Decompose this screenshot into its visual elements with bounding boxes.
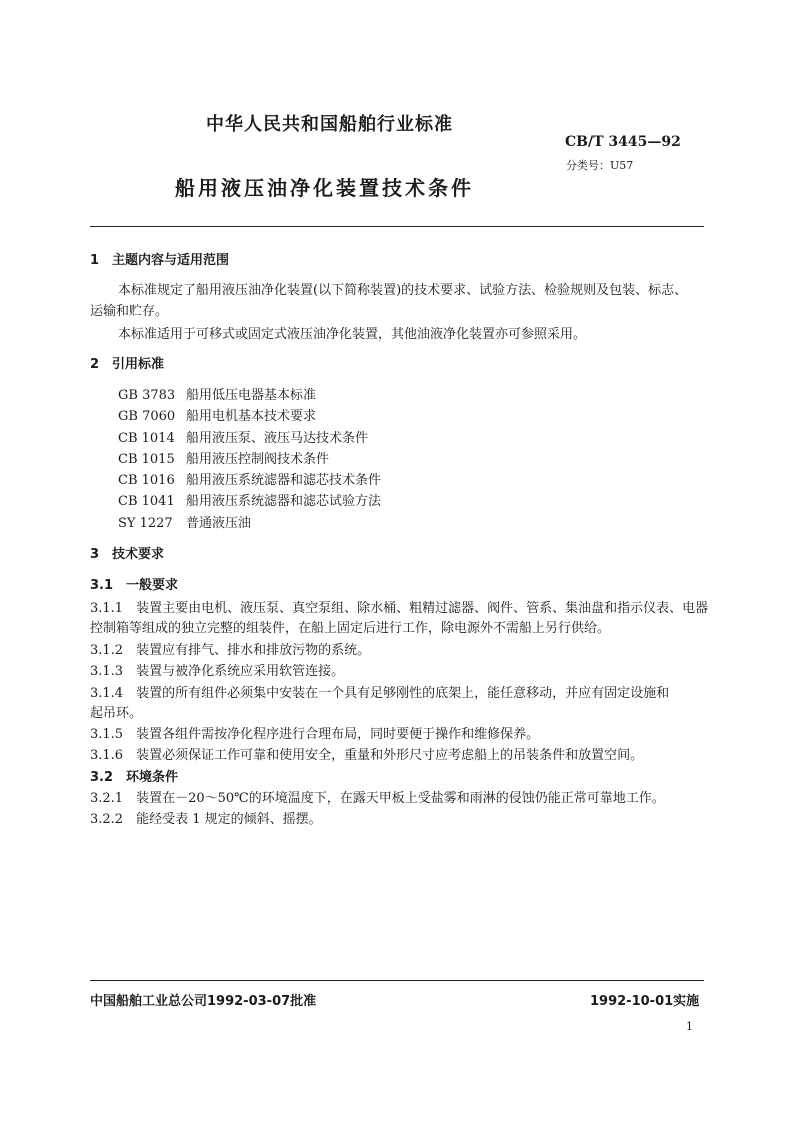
reference-code: CB 1041 <box>118 494 175 509</box>
reference-title: 普通液压油 <box>186 516 252 531</box>
page-number: 1 <box>686 1020 693 1033</box>
clause-3-1-4: 3.1.4 装置的所有组件必须集中安装在一个具有足够刚性的底架上，能任意移动，并应有固定设施和 <box>90 686 670 701</box>
reference-title: 船用液压控制阀技术条件 <box>186 452 330 467</box>
clause-3-2-2: 3.2.2 能经受表 1 规定的倾斜、摇摆。 <box>90 812 322 827</box>
reference-item <box>118 512 251 531</box>
clause-3-1-2: 3.1.2 装置应有排气、排水和排放污物的系统。 <box>90 643 371 658</box>
clause-3-1-5: 3.1.5 装置各组件需按净化程序进行合理布局，同时要便于操作和维修保养。 <box>90 727 540 742</box>
clause-3-1-1: 3.1.1 装置主要由电机、液压泵、真空泵组、除水桶、粗精过滤器、阀件、管系、集油盘和指示仪表、电器 <box>90 601 709 616</box>
header-divider <box>90 226 704 227</box>
reference-item <box>118 448 329 467</box>
implementation-date: 1992-10-01实施 <box>590 994 700 1009</box>
section-3-heading: 3 技术要求 <box>90 547 165 562</box>
reference-item <box>118 427 368 446</box>
reference-item <box>118 490 381 509</box>
reference-title: 船用液压系统滤器和滤芯试验方法 <box>186 494 382 509</box>
footer-divider <box>90 980 704 981</box>
clause-3-2-1: 3.2.1 装置在－20～50℃的环境温度下，在露天甲板上受盐雾和雨淋的侵蚀仍能正常可靠地工作。 <box>90 791 665 806</box>
reference-code: CB 1016 <box>118 473 175 488</box>
reference-title: 船用低压电器基本标准 <box>186 388 317 403</box>
reference-item <box>118 405 316 424</box>
section-1-heading: 1 主题内容与适用范围 <box>90 253 230 268</box>
reference-item <box>118 384 316 403</box>
standard-code: CB/T 3445—92 <box>565 134 681 150</box>
clause-3-1-1-cont: 控制箱等组成的独立完整的组装件，在船上固定后进行工作，除电源外不需船上另行供给。 <box>90 621 611 636</box>
section-1-paragraph-2: 本标准适用于可移式或固定式液压油净化装置，其他油液净化装置亦可参照采用。 <box>118 327 587 342</box>
clause-3-1-4-cont: 起吊环。 <box>90 706 143 721</box>
standard-organization: 中华人民共和国船舶行业标准 <box>206 114 453 135</box>
section-2-heading: 2 引用标准 <box>90 357 165 372</box>
subsection-3-1-heading: 3.1 一般要求 <box>90 578 179 593</box>
approval-statement: 中国船舶工业总公司1992-03-07批准 <box>90 994 317 1009</box>
reference-code: GB 7060 <box>118 409 176 424</box>
section-1-paragraph-1-cont: 运输和贮存。 <box>90 304 169 319</box>
section-1-paragraph-1: 本标准规定了船用液压油净化装置(以下简称装置)的技术要求、试验方法、检验规则及包装、标志、 <box>118 283 688 298</box>
classification-number: 分类号：U57 <box>566 159 634 172</box>
reference-title: 船用电机基本技术要求 <box>186 409 317 424</box>
clause-3-1-3: 3.1.3 装置与被净化系统应采用软管连接。 <box>90 664 345 679</box>
clause-3-1-6: 3.1.6 装置必须保证工作可靠和使用安全，重量和外形尺寸应考虑船上的吊装条件和放置空间。 <box>90 748 644 763</box>
reference-code: GB 3783 <box>118 388 176 403</box>
reference-code: CB 1014 <box>118 431 175 446</box>
reference-code: SY 1227 <box>118 516 173 531</box>
document-title: 船用液压油净化装置技术条件 <box>175 176 474 200</box>
reference-title: 船用液压系统滤器和滤芯技术条件 <box>186 473 382 488</box>
subsection-3-2-heading: 3.2 环境条件 <box>90 770 179 785</box>
reference-code: CB 1015 <box>118 452 175 467</box>
reference-title: 船用液压泵、液压马达技术条件 <box>186 431 369 446</box>
reference-item <box>118 469 381 488</box>
